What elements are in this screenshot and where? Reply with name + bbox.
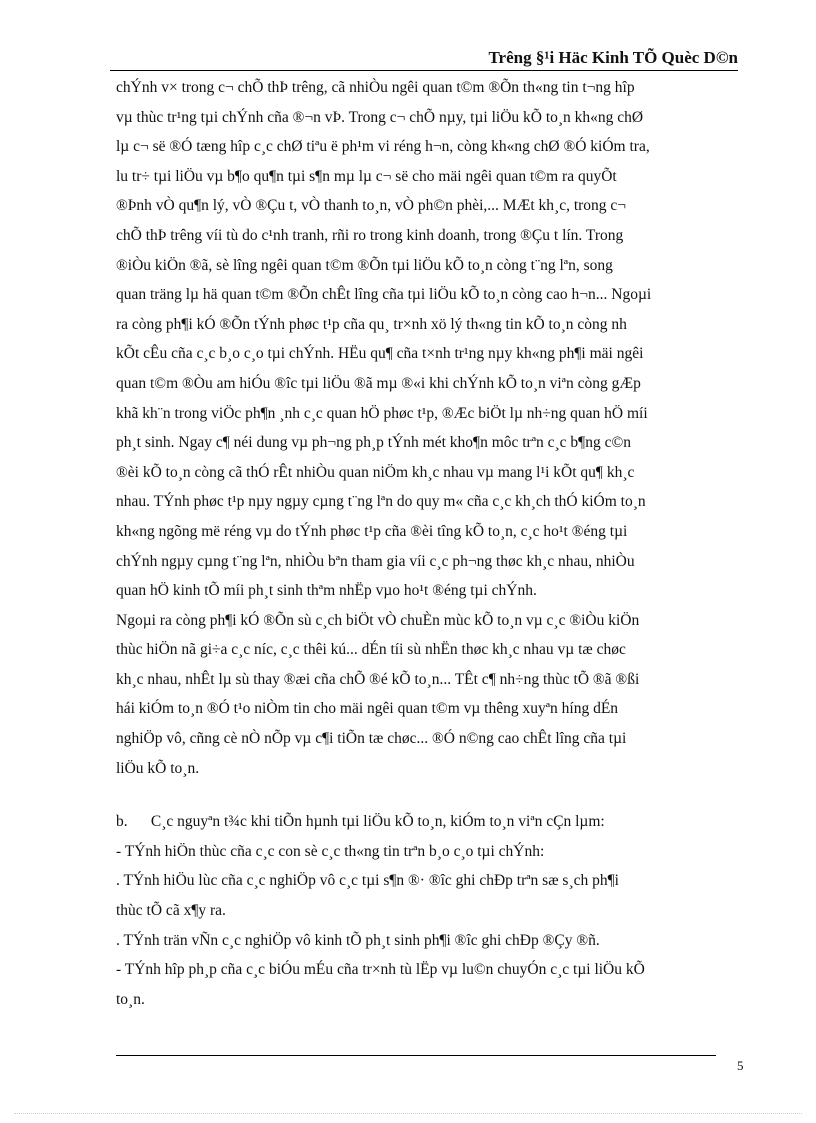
paragraph-line: kh¸c nhau, nhÊt lµ sù thay ®æi cña chÕ ®é kÕ to¸n... TÊt c¶ nh÷ng thùc tÕ ®ã ®ßi — [116, 670, 640, 688]
paragraph-line: kÕt cÊu cña c¸c b¸o c¸o tµi chÝnh. HËu qu¶ cña t×nh tr¹ng nµy kh«ng ph¶i mäi ngêi — [116, 345, 644, 363]
paragraph-line: quan träng lµ hä quan t©m ®Õn chÊt lîng cña tµi liÖu kÕ to¸n còng cao h¬n... Ngoµi — [116, 286, 652, 304]
paragraph-line: kh«ng ngõng më réng vµ do tÝnh phøc t¹p cña ®èi tîng kÕ to¸n, c¸c ho¹t ®éng tµi — [116, 522, 628, 540]
page-bottom-border — [14, 1113, 802, 1114]
paragraph-line: chÕ thÞ trêng víi tù do c¹nh tranh, rñi ro trong kinh doanh, trong ®Çu t lín. Trong — [116, 226, 624, 244]
paragraph-line: liÖu kÕ to¸n. — [116, 759, 200, 777]
list-item: to¸n. — [116, 990, 145, 1008]
section-b-heading-text: C¸c nguyªn t¾c khi tiÕn hµnh tµi liÖu kÕ to¸n, kiÓm to¸n viªn cÇn lµm: — [150, 813, 605, 831]
section-b-list — [116, 837, 738, 1015]
paragraph-line: thùc hiÖn nã gi÷a c¸c níc, c¸c thêi kú... dÉn tíi sù nhËn thøc kh¸c nhau vµ tæ chøc — [116, 641, 626, 659]
paragraph-line: ®iÒu kiÖn ®ã, sè lîng ngêi quan t©m ®Õn tµi liÖu kÕ to¸n còng t¨ng lªn, song — [116, 256, 613, 274]
list-item: - TÝnh hîp ph¸p cña c¸c biÓu mÉu cña tr×nh tù lËp vµ lu©n chuyÓn c¸c tµi liÖu kÕ — [116, 961, 645, 979]
page-header-title: Trêng §¹i Häc Kinh TÕ Quèc D©n — [488, 48, 738, 67]
page-number: 5 — [737, 1058, 744, 1073]
list-item: . TÝnh hiÖu lùc cña c¸c nghiÖp vô c¸c tµi s¶n ®· ®îc ghi chÐp trªn sæ s¸ch ph¶i — [116, 872, 619, 890]
paragraph-line: ®Þnh vÒ qu¶n lý, vÒ ®Çu t, vÒ thanh to¸n, vÒ ph©n phèi,... MÆt kh¸c, trong c¬ — [116, 197, 627, 215]
paragraph-line: chÝnh ngµy cµng t¨ng lªn, nhiÒu bªn tham gia víi c¸c ph¬ng thøc kh¸c nhau, nhiÒu — [116, 552, 635, 570]
paragraph-line: quan hÖ kinh tÕ míi ph¸t sinh thªm nhËp vµo ho¹t ®éng tµi chÝnh. — [116, 582, 537, 600]
paragraph-line: chÝnh v× trong c¬ chÕ thÞ trêng, cã nhiÒu ngêi quan t©m ®Õn th«ng tin t¬ng hîp — [116, 79, 635, 96]
paragraph-line: ra còng ph¶i kÓ ®Õn tÝnh phøc t¹p cña qu¸ tr×nh xö lý th«ng tin kÕ to¸n còng nh — [116, 315, 627, 333]
paragraph-2 — [116, 606, 738, 784]
paragraph-line: khã kh¨n trong viÖc ph¶n ¸nh c¸c quan hÖ phøc t¹p, ®Æc biÖt lµ nh÷ng quan hÖ míi — [116, 404, 648, 422]
section-b-marker: b. — [116, 813, 128, 831]
paragraph-1 — [116, 73, 738, 606]
paragraph-line: quan t©m ®Òu am hiÓu ®îc tµi liÖu ®ã mµ ®«i khi chÝnh kÕ to¸n viªn còng gÆp — [116, 374, 641, 392]
paragraph-line: lµ c¬ së ®Ó tæng hîp c¸c chØ tiªu ë ph¹m vi réng h¬n, còng kh«ng chØ ®Ó kiÓm tra, — [116, 138, 650, 156]
paragraph-line: nghiÖp vô, cñng cè nÒ nÕp vµ c¶i tiÕn tæ chøc... ®Ó n©ng cao chÊt lîng cña tµi — [116, 730, 627, 748]
list-item: - TÝnh hiÖn thùc cña c¸c con sè c¸c th«ng tin trªn b¸o c¸o tµi chÝnh: — [116, 842, 545, 860]
list-item: . TÝnh trän vÑn c¸c nghiÖp vô kinh tÕ ph¸t sinh ph¶i ®îc ghi chÐp ®Çy ®ñ. — [116, 931, 600, 949]
paragraph-line: Ngoµi ra còng ph¶i kÓ ®Õn sù c¸ch biÖt vÒ chuÈn mùc kÕ to¸n vµ c¸c ®iÒu kiÖn — [116, 611, 640, 629]
footer-divider — [116, 1055, 716, 1056]
paragraph-line: lu tr÷ tµi liÖu vµ b¶o qu¶n tµi s¶n mµ lµ c¬ së cho mäi ngêi quan t©m ra quyÕt — [116, 167, 617, 185]
header-divider — [110, 70, 738, 71]
paragraph-line: ph¸t sinh. Ngay c¶ néi dung vµ ph¬ng ph¸p tÝnh mét kho¶n môc trªn c¸c b¶ng c©n — [116, 434, 631, 452]
paragraph-line: hái kiÓm to¸n ®Ó t¹o niÒm tin cho mäi ngêi quan t©m vµ thêng xuyªn híng dÉn — [116, 700, 619, 718]
section-b-heading — [116, 807, 738, 837]
paragraph-line: vµ thùc tr¹ng tµi chÝnh cña ®¬n vÞ. Trong c¬ chÕ nµy, tµi liÖu kÕ to¸n kh«ng chØ — [116, 108, 644, 126]
paragraph-line: nhau. TÝnh phøc t¹p nµy ngµy cµng t¨ng lªn do quy m« cña c¸c kh¸ch thÓ kiÓm to¸n — [116, 493, 646, 511]
document-body — [116, 73, 738, 1014]
list-item: thùc tÕ cã x¶y ra. — [116, 902, 226, 920]
paragraph-line: ®èi kÕ to¸n còng cã thÓ rÊt nhiÒu quan niÖm kh¸c nhau vµ mang l¹i kÕt qu¶ kh¸c — [116, 463, 635, 481]
